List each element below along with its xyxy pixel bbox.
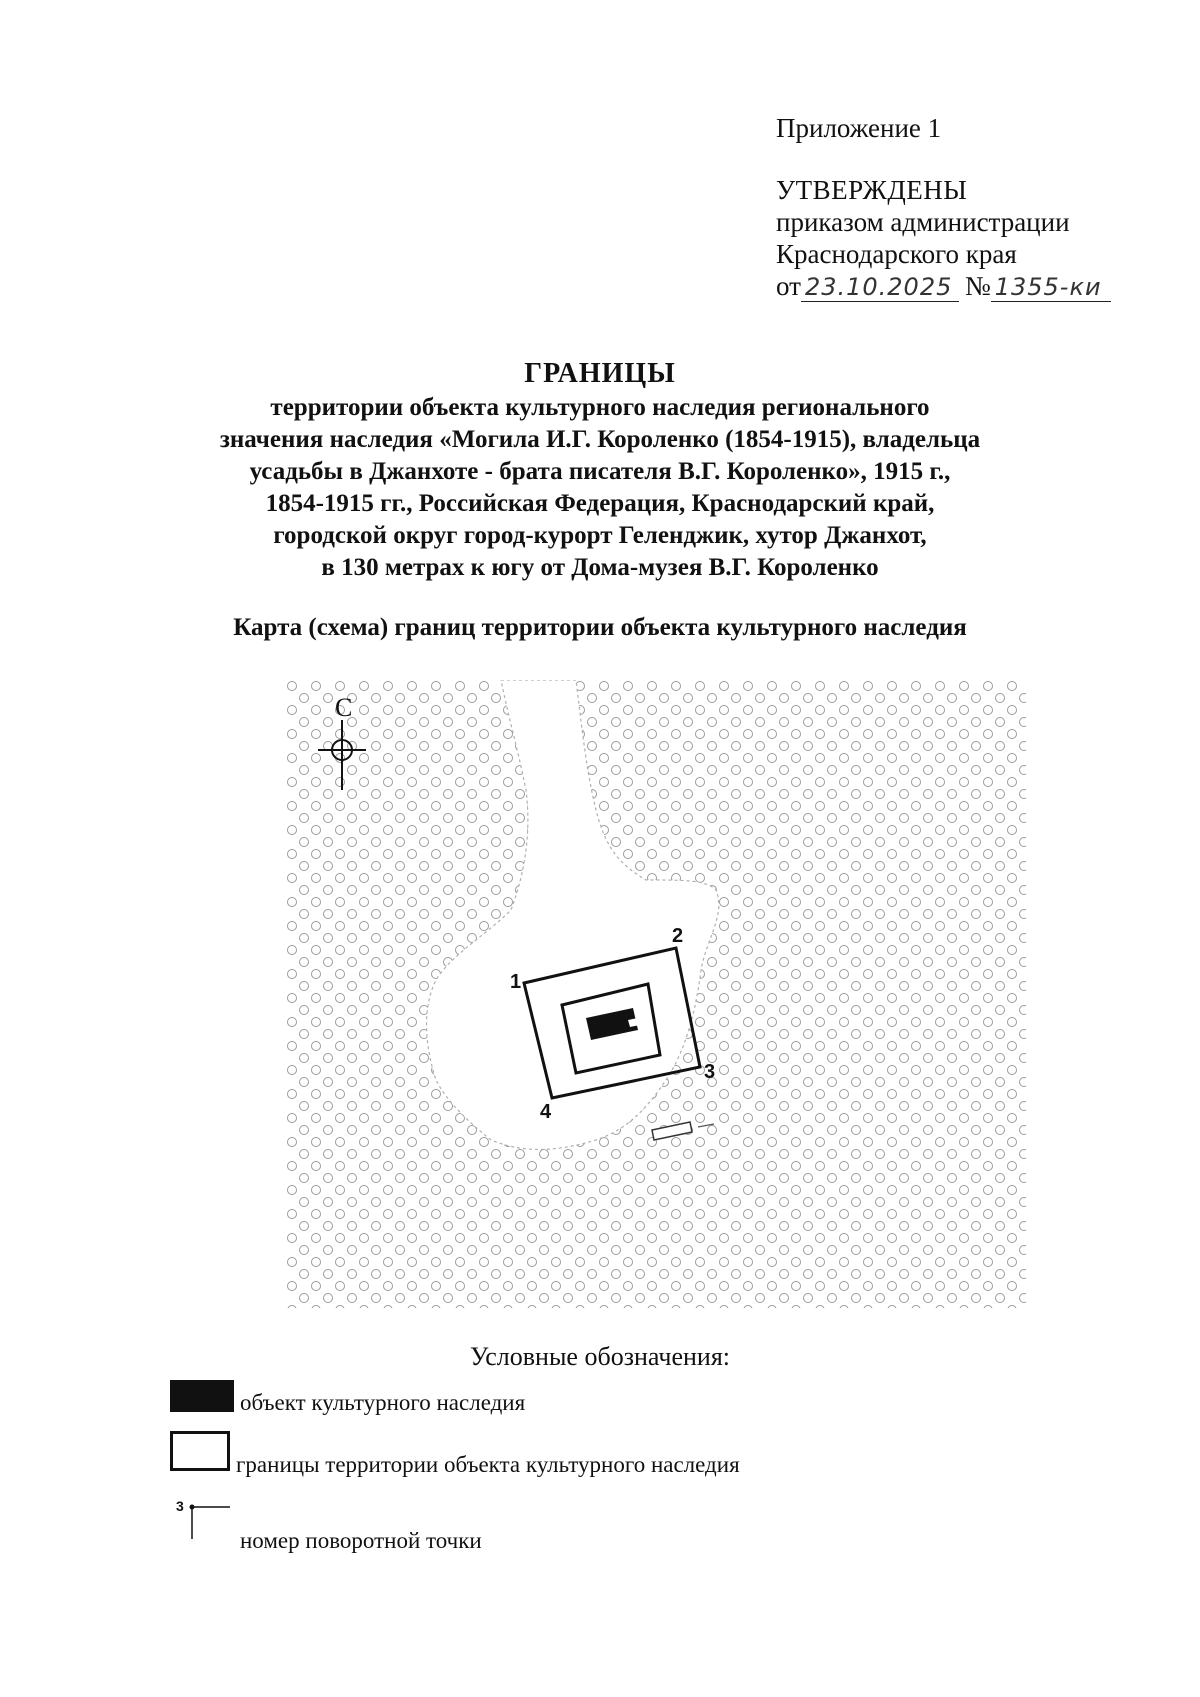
order-date: 23.10.2025 — [801, 273, 959, 302]
appendix-label: Приложение 1 — [776, 113, 942, 143]
legend-item-object — [170, 1376, 525, 1416]
heading-line: 1854-1915 гг., Российская Федерация, Краснодарский край, — [265, 490, 935, 517]
legend-label: объект культурного наследия — [240, 1390, 526, 1415]
legend-item-point — [170, 1484, 482, 1554]
approval-line-2: Краснодарского края — [776, 239, 1017, 269]
approved-label: УТВЕРЖДЕНЫ — [776, 175, 968, 205]
legend-label: номер поворотной точки — [240, 1528, 482, 1553]
heading-line: территории объекта культурного наследия регионального — [270, 394, 930, 421]
heading-line: в 130 метрах к югу от Дома-музея В.Г. Короленко — [321, 554, 879, 581]
point-label: 4 — [540, 1101, 552, 1123]
approval-line-1: приказом администрации — [776, 207, 1070, 237]
north-label: С — [335, 693, 353, 722]
order-number: 1355-ки — [991, 273, 1111, 302]
point-label: 1 — [510, 971, 522, 993]
point-label: 3 — [704, 1061, 716, 1083]
heading-line: значения наследия «Могила И.Г. Короленко (1854-1915), владельца — [219, 426, 981, 453]
page-title: ГРАНИЦЫ — [524, 358, 676, 389]
legend-label: границы территории объекта культурного наследия — [236, 1452, 740, 1477]
boundary-map — [286, 680, 1026, 1308]
map-caption: Карта (схема) границ территории объекта культурного наследия — [233, 614, 967, 641]
point-label: 2 — [672, 925, 684, 947]
legend-title: Условные обозначения: — [469, 1342, 731, 1371]
outlined-rectangle-icon — [170, 1431, 230, 1471]
heading-line: усадьбы в Джанхоте - брата писателя В.Г. Короленко», 1915 г., — [249, 458, 951, 485]
number-prefix: № — [964, 271, 991, 301]
legend-item-boundary — [170, 1424, 740, 1478]
heading-line: городской округ город-курорт Геленджик, хутор Джанхот, — [273, 522, 927, 549]
from-prefix: от — [776, 271, 801, 301]
turning-point-icon-label: 3 — [176, 1498, 184, 1514]
filled-rectangle-icon — [170, 1380, 234, 1412]
document-heading — [150, 356, 1050, 644]
turning-point-icon — [170, 1497, 234, 1541]
order-date-number — [776, 270, 1156, 302]
approval-block — [776, 112, 1156, 302]
